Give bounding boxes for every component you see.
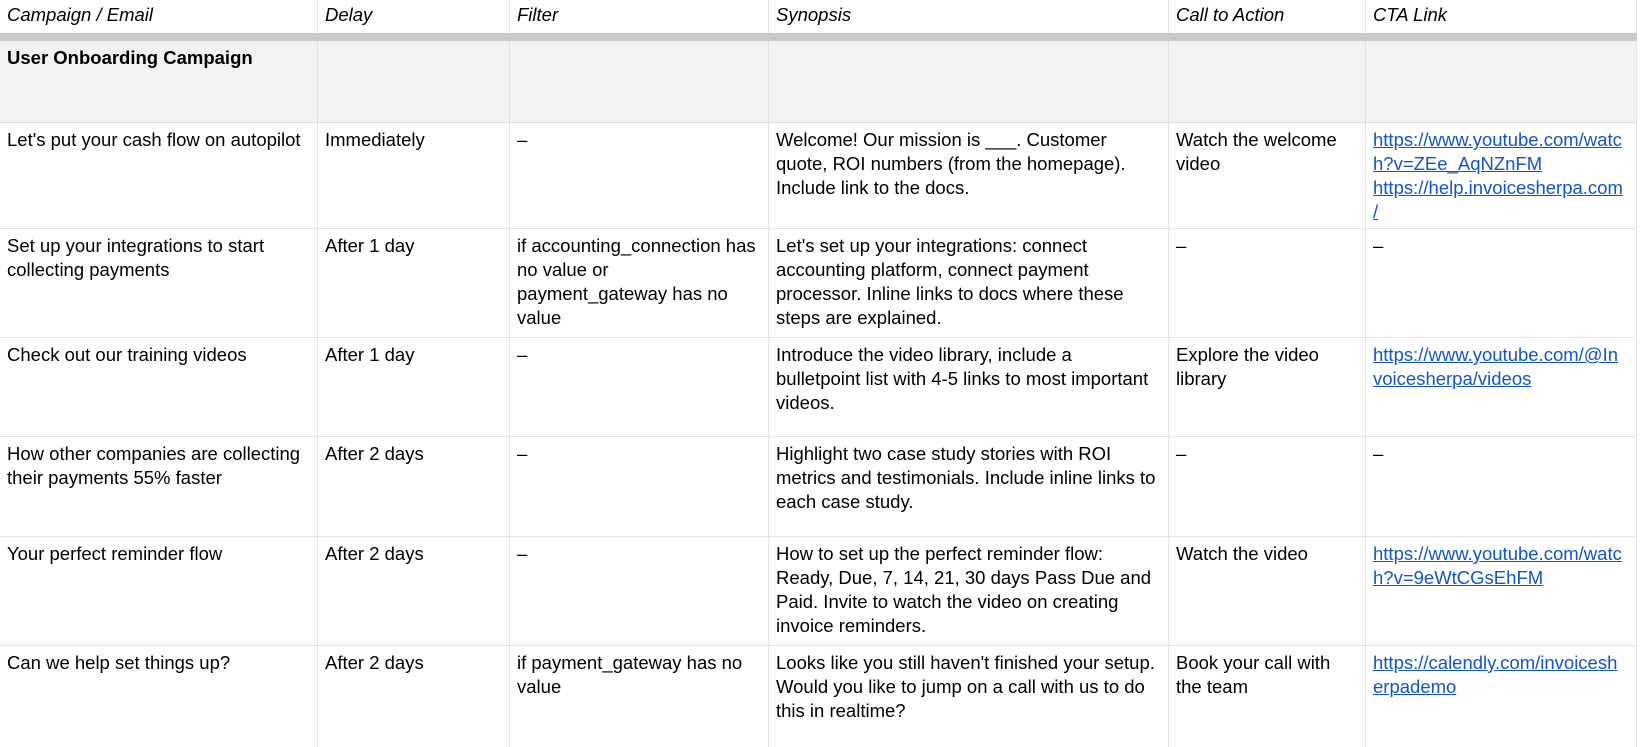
frozen-row-divider: [0, 33, 1637, 41]
campaign-cell: Can we help set things up?: [0, 646, 318, 747]
cta-link-cell: [1366, 646, 1637, 747]
cta-cell: –: [1169, 437, 1366, 536]
table-row: [0, 646, 1637, 747]
column-header-delay: Delay: [318, 0, 510, 33]
delay-cell: After 1 day: [318, 338, 510, 436]
campaign-cell: Let's put your cash flow on autopilot: [0, 123, 318, 228]
table-row: [0, 229, 1637, 338]
delay-cell: After 2 days: [318, 646, 510, 747]
filter-cell: –: [510, 537, 769, 645]
cta-link[interactable]: https://calendly.com/invoicesherpademo: [1373, 652, 1618, 697]
cta-link-cell: –: [1366, 229, 1637, 337]
cta-cell: Watch the video: [1169, 537, 1366, 645]
table-row: [0, 537, 1637, 646]
synopsis-cell: Highlight two case study stories with ROI metrics and testimonials. Include inline links to each case study.: [769, 437, 1169, 536]
filter-cell: if payment_gateway has no value: [510, 646, 769, 747]
cta-link[interactable]: https://www.youtube.com/@Invoicesherpa/videos: [1373, 344, 1618, 389]
table-row: [0, 123, 1637, 229]
section-row: [0, 41, 1637, 123]
campaign-cell: How other companies are collecting their payments 55% faster: [0, 437, 318, 536]
synopsis-cell: Welcome! Our mission is ___. Customer quote, ROI numbers (from the homepage). Include link to the docs.: [769, 123, 1169, 228]
filter-cell: –: [510, 437, 769, 536]
filter-cell: if accounting_connection has no value or payment_gateway has no value: [510, 229, 769, 337]
synopsis-cell: Looks like you still haven't finished your setup. Would you like to jump on a call with us to do this in realtime?: [769, 646, 1169, 747]
cta-cell: Watch the welcome video: [1169, 123, 1366, 228]
column-header-filter: Filter: [510, 0, 769, 33]
table-row: [0, 437, 1637, 537]
column-header-campaign-email: Campaign / Email: [0, 0, 318, 33]
cta-link[interactable]: https://www.youtube.com/watch?v=9eWtCGsEhFM: [1373, 543, 1622, 588]
synopsis-cell: How to set up the perfect reminder flow: Ready, Due, 7, 14, 21, 30 days Pass Due and Paid. Invite to watch the video on creating invoice reminders.: [769, 537, 1169, 645]
column-header-call-to-action: Call to Action: [1169, 0, 1366, 33]
filter-cell: –: [510, 338, 769, 436]
campaign-cell: Your perfect reminder flow: [0, 537, 318, 645]
campaign-cell: Check out our training videos: [0, 338, 318, 436]
cta-cell: –: [1169, 229, 1366, 337]
section-empty-cell: [318, 41, 510, 122]
synopsis-cell: Let's set up your integrations: connect accounting platform, connect payment processor. Inline links to docs where these steps are explained.: [769, 229, 1169, 337]
cta-link[interactable]: https://help.invoicesherpa.com/: [1373, 177, 1623, 222]
delay-cell: After 2 days: [318, 537, 510, 645]
section-empty-cell: [510, 41, 769, 122]
cta-link[interactable]: https://www.youtube.com/watch?v=ZEe_AqNZnFM: [1373, 129, 1622, 174]
cta-link-cell: [1366, 123, 1637, 228]
delay-cell: After 1 day: [318, 229, 510, 337]
cta-cell: Book your call with the team: [1169, 646, 1366, 747]
delay-cell: Immediately: [318, 123, 510, 228]
cta-link-cell: [1366, 537, 1637, 645]
section-title: User Onboarding Campaign: [0, 41, 318, 122]
filter-cell: –: [510, 123, 769, 228]
section-empty-cell: [769, 41, 1169, 122]
column-header-synopsis: Synopsis: [769, 0, 1169, 33]
column-header-cta-link: CTA Link: [1366, 0, 1637, 33]
synopsis-cell: Introduce the video library, include a bulletpoint list with 4-5 links to most important videos.: [769, 338, 1169, 436]
section-empty-cell: [1169, 41, 1366, 122]
cta-link-cell: –: [1366, 437, 1637, 536]
delay-cell: After 2 days: [318, 437, 510, 536]
campaign-cell: Set up your integrations to start collecting payments: [0, 229, 318, 337]
table-row: [0, 338, 1637, 437]
table-header-row: [0, 0, 1637, 33]
section-empty-cell: [1366, 41, 1637, 122]
cta-link-cell: [1366, 338, 1637, 436]
cta-cell: Explore the video library: [1169, 338, 1366, 436]
